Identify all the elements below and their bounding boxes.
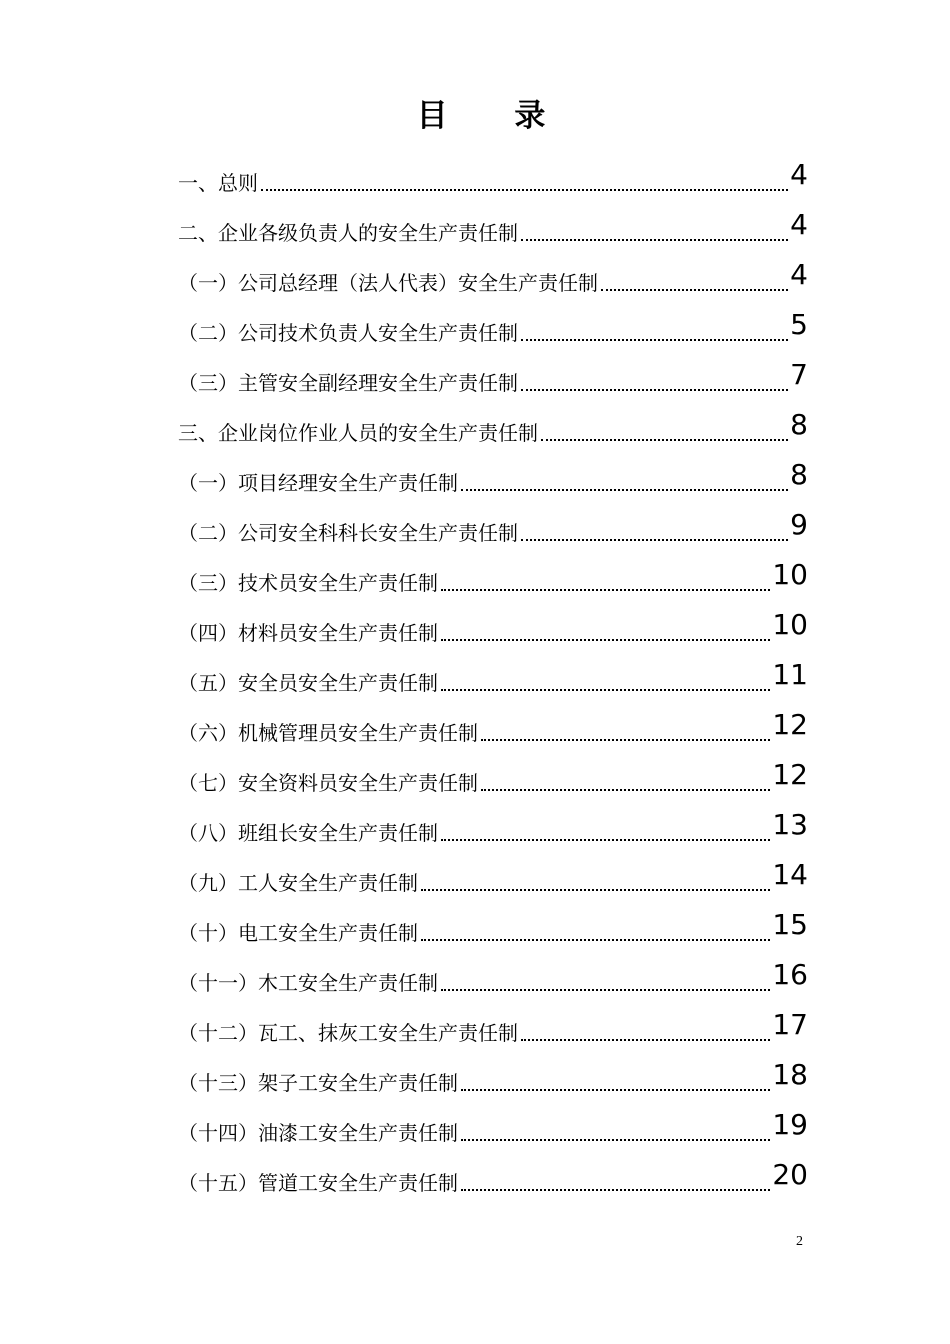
dot-leader	[421, 938, 770, 941]
toc-entry-page: 10	[772, 558, 808, 591]
toc-entry-label: （一）公司总经理（法人代表）安全生产责任制	[178, 271, 598, 295]
toc-entry[interactable]	[178, 445, 808, 495]
toc-entry[interactable]	[178, 345, 808, 395]
toc-entry[interactable]	[178, 245, 808, 295]
toc-entry-page: 14	[772, 858, 808, 891]
toc-entry-label: （二）公司安全科科长安全生产责任制	[178, 521, 518, 545]
toc-entry[interactable]	[178, 1145, 808, 1195]
toc-entry[interactable]	[178, 1045, 808, 1095]
toc-entry-label: （六）机械管理员安全生产责任制	[178, 721, 478, 745]
toc-entry[interactable]	[178, 895, 808, 945]
toc-entry-label: （十五）管道工安全生产责任制	[178, 1171, 458, 1195]
dot-leader	[441, 688, 770, 691]
toc-entry-page: 15	[772, 908, 808, 941]
toc-entry-label: （一）项目经理安全生产责任制	[178, 471, 458, 495]
toc-entry-page: 19	[772, 1108, 808, 1141]
toc-entry-label: （十）电工安全生产责任制	[178, 921, 418, 945]
dot-leader	[461, 1188, 770, 1191]
toc-entry[interactable]	[178, 795, 808, 845]
toc-entry-label: （三）技术员安全生产责任制	[178, 571, 438, 595]
toc-entry-page: 4	[790, 208, 808, 241]
toc-entry-page: 20	[772, 1158, 808, 1191]
toc-entry-page: 8	[790, 408, 808, 441]
dot-leader	[521, 538, 788, 541]
dot-leader	[481, 788, 770, 791]
toc-entry[interactable]	[178, 495, 808, 545]
dot-leader	[521, 388, 788, 391]
toc-entry[interactable]	[178, 545, 808, 595]
dot-leader	[481, 738, 770, 741]
toc-entry[interactable]	[178, 1095, 808, 1145]
toc-entry[interactable]	[178, 945, 808, 995]
toc-entry-page: 18	[772, 1058, 808, 1091]
toc-entry-label: （十二）瓦工、抹灰工安全生产责任制	[178, 1021, 518, 1045]
toc-entry[interactable]	[178, 595, 808, 645]
toc-entry-page: 11	[772, 658, 808, 691]
dot-leader	[441, 638, 770, 641]
dot-leader	[461, 1088, 770, 1091]
dot-leader	[521, 238, 788, 241]
dot-leader	[441, 588, 770, 591]
page-title: 目 录	[416, 98, 574, 134]
toc-entry[interactable]	[178, 695, 808, 745]
toc-entry[interactable]	[178, 745, 808, 795]
dot-leader	[461, 1138, 770, 1141]
toc-entry-page: 7	[790, 358, 808, 391]
toc-entry-label: （九）工人安全生产责任制	[178, 871, 418, 895]
toc-entry[interactable]	[178, 195, 808, 245]
dot-leader	[421, 888, 770, 891]
table-of-contents	[178, 145, 808, 1195]
toc-entry-page: 12	[772, 758, 808, 791]
toc-entry[interactable]	[178, 995, 808, 1045]
toc-entry-label: （十四）油漆工安全生产责任制	[178, 1121, 458, 1145]
toc-entry-label: （十三）架子工安全生产责任制	[178, 1071, 458, 1095]
toc-entry-page: 17	[772, 1008, 808, 1041]
toc-entry[interactable]	[178, 295, 808, 345]
dot-leader	[261, 188, 788, 191]
toc-entry[interactable]	[178, 145, 808, 195]
dot-leader	[521, 338, 788, 341]
dot-leader	[441, 988, 770, 991]
toc-entry-label: （三）主管安全副经理安全生产责任制	[178, 371, 518, 395]
dot-leader	[461, 488, 788, 491]
toc-entry-label: （八）班组长安全生产责任制	[178, 821, 438, 845]
toc-entry-label: 三、企业岗位作业人员的安全生产责任制	[178, 421, 538, 445]
toc-entry[interactable]	[178, 645, 808, 695]
toc-entry-label: 二、企业各级负责人的安全生产责任制	[178, 221, 518, 245]
toc-entry-label: （二）公司技术负责人安全生产责任制	[178, 321, 518, 345]
toc-entry-page: 13	[772, 808, 808, 841]
toc-entry-page: 4	[790, 258, 808, 291]
dot-leader	[521, 1038, 770, 1041]
toc-entry-page: 10	[772, 608, 808, 641]
toc-entry[interactable]	[178, 845, 808, 895]
toc-entry-label: 一、总则	[178, 171, 258, 195]
dot-leader	[601, 288, 788, 291]
toc-entry-label: （四）材料员安全生产责任制	[178, 621, 438, 645]
page-number: 2	[796, 1234, 803, 1249]
toc-entry-label: （十一）木工安全生产责任制	[178, 971, 438, 995]
toc-entry-page: 9	[790, 508, 808, 541]
dot-leader	[541, 438, 788, 441]
toc-entry-page: 12	[772, 708, 808, 741]
toc-entry-label: （五）安全员安全生产责任制	[178, 671, 438, 695]
toc-entry-page: 4	[790, 158, 808, 191]
dot-leader	[441, 838, 770, 841]
toc-entry-page: 8	[790, 458, 808, 491]
toc-entry[interactable]	[178, 395, 808, 445]
toc-entry-page: 16	[772, 958, 808, 991]
toc-entry-page: 5	[790, 308, 808, 341]
toc-entry-label: （七）安全资料员安全生产责任制	[178, 771, 478, 795]
